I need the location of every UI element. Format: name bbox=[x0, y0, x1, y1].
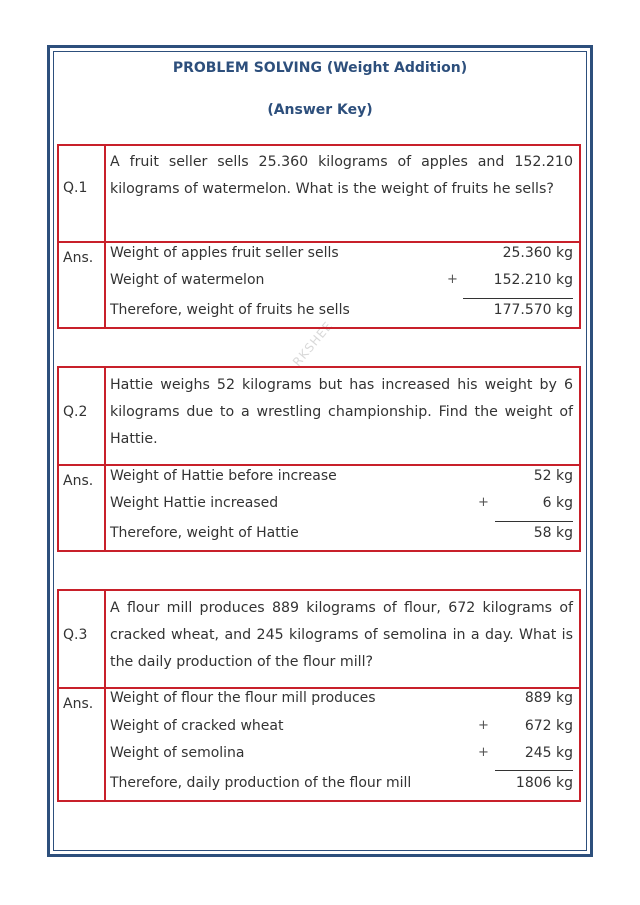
question-label: Q.3 bbox=[63, 627, 88, 643]
page-subtitle: (Answer Key) bbox=[267, 102, 373, 118]
row-label: Weight Hattie increased bbox=[110, 495, 279, 511]
sum-line bbox=[495, 521, 573, 522]
answer-row bbox=[110, 745, 573, 765]
watermark: RKSHEE bbox=[290, 318, 336, 369]
answer-row bbox=[110, 495, 573, 515]
answer-row bbox=[110, 775, 573, 795]
answer-row bbox=[110, 302, 573, 322]
row-value: 52 kg bbox=[533, 468, 573, 484]
row-label: Weight of watermelon bbox=[110, 272, 265, 288]
row-value: 1806 kg bbox=[515, 775, 573, 791]
row-label: Weight of Hattie before increase bbox=[110, 468, 337, 484]
answer-row bbox=[110, 525, 573, 545]
sum-line bbox=[463, 298, 573, 299]
answer-label: Ans. bbox=[63, 250, 94, 266]
question-text: Hattie weighs 52 kilograms but has increased his weight by 6 kilograms due to a wrestling championship. Find the weight of Hattie. bbox=[110, 377, 573, 447]
row-value: 672 kg bbox=[524, 718, 573, 734]
row-label: Therefore, daily production of the flour mill bbox=[110, 775, 412, 791]
row-label: Weight of flour the flour mill produces bbox=[110, 690, 376, 706]
answer-row bbox=[110, 718, 573, 738]
row-label: Therefore, weight of Hattie bbox=[110, 525, 299, 541]
answer-label: Ans. bbox=[63, 473, 94, 489]
row-label: Weight of cracked wheat bbox=[110, 718, 284, 734]
plus-sign: + bbox=[478, 718, 489, 733]
plus-sign: + bbox=[478, 745, 489, 760]
row-value: 152.210 kg bbox=[493, 272, 573, 288]
row-label: Weight of semolina bbox=[110, 745, 245, 761]
plus-sign: + bbox=[447, 272, 458, 287]
row-value: 58 kg bbox=[533, 525, 573, 541]
row-value: 177.570 kg bbox=[493, 302, 573, 318]
row-label: Therefore, weight of fruits he sells bbox=[110, 302, 350, 318]
row-value: 25.360 kg bbox=[502, 245, 573, 261]
question-text: A flour mill produces 889 kilograms of flour, 672 kilograms of cracked wheat, and 245 kilograms of semolina in a day. What is the daily production of the flour mill? bbox=[110, 600, 573, 670]
answer-row bbox=[110, 272, 573, 292]
problem-2 bbox=[57, 366, 581, 552]
question-label: Q.2 bbox=[63, 404, 88, 420]
plus-sign: + bbox=[478, 495, 489, 510]
question-label: Q.1 bbox=[63, 180, 88, 196]
answer-row bbox=[110, 468, 573, 488]
sum-line bbox=[495, 770, 573, 771]
problem-3 bbox=[57, 589, 581, 802]
answer-row bbox=[110, 245, 573, 265]
answer-row bbox=[110, 690, 573, 710]
question-text: A fruit seller sells 25.360 kilograms of apples and 152.210 kilograms of watermelon. What is the weight of fruits he sells? bbox=[110, 154, 573, 197]
row-value: 889 kg bbox=[524, 690, 573, 706]
row-value: 245 kg bbox=[524, 745, 573, 761]
row-value: 6 kg bbox=[542, 495, 573, 511]
row-label: Weight of apples fruit seller sells bbox=[110, 245, 339, 261]
problem-1 bbox=[57, 144, 581, 329]
page-title: PROBLEM SOLVING (Weight Addition) bbox=[172, 60, 468, 76]
answer-label: Ans. bbox=[63, 696, 94, 712]
